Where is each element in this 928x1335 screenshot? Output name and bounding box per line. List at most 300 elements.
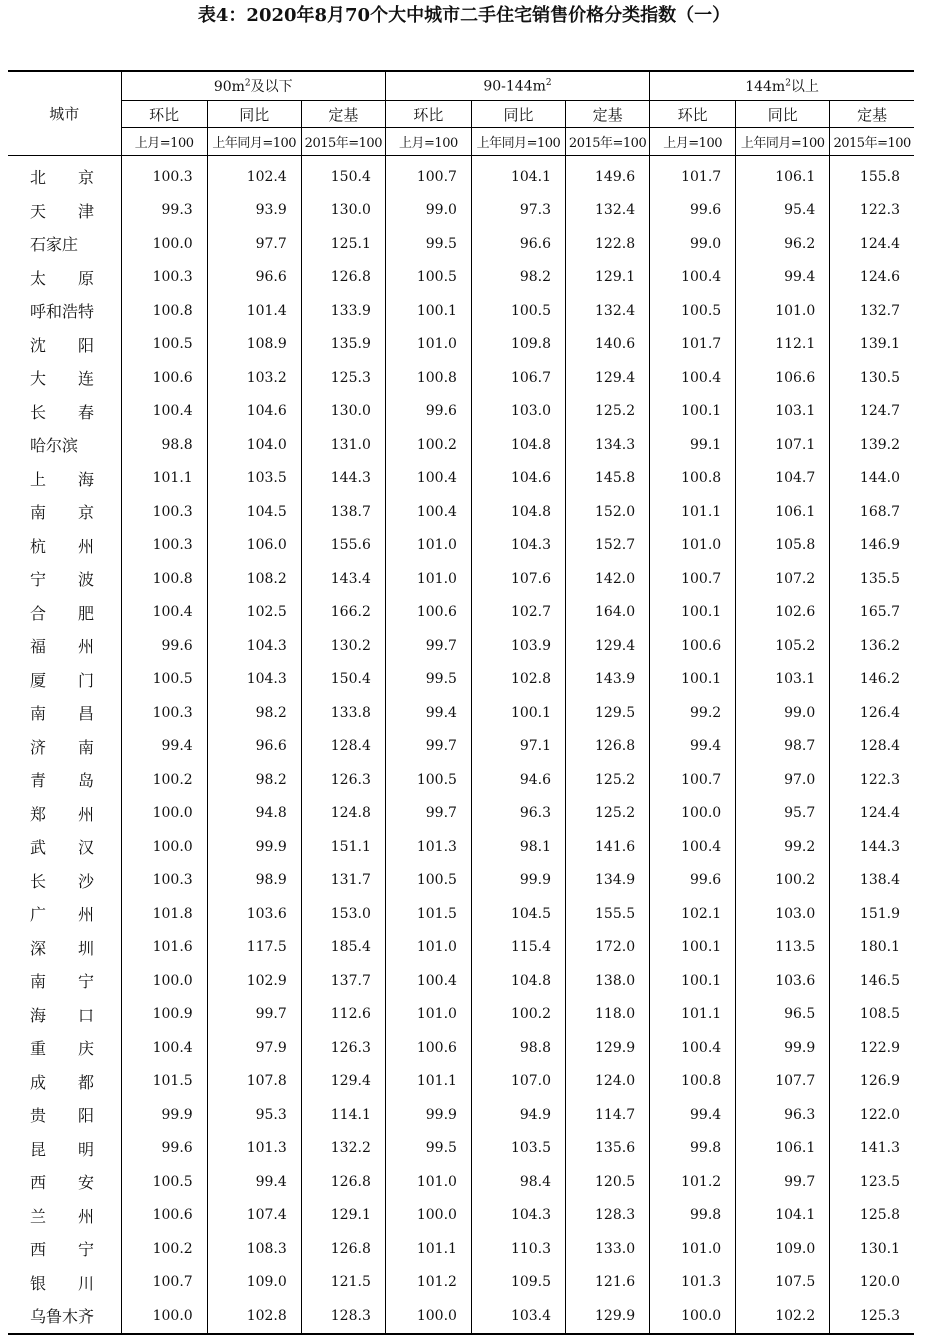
index-value: 100.4 [385,495,471,529]
index-value: 120.0 [830,1266,914,1300]
base-header-fixed-base: 2015年=100 [830,128,914,156]
metric-header-yoy: 同比 [736,101,830,128]
index-value: 101.7 [650,156,736,194]
index-value: 103.6 [736,964,830,998]
index-value: 101.5 [121,1065,207,1099]
index-value: 100.9 [121,998,207,1032]
index-value: 141.3 [830,1132,914,1166]
index-value: 100.5 [121,328,207,362]
index-value: 130.0 [301,395,385,429]
index-value: 101.5 [385,897,471,931]
index-value: 104.5 [471,897,565,931]
index-value: 98.2 [207,696,301,730]
metric-header-mom: 环比 [650,101,736,128]
city-name: 银 川 [30,1273,95,1293]
index-value: 102.6 [736,596,830,630]
index-value: 99.0 [650,227,736,261]
index-value: 100.7 [650,562,736,596]
table-row [8,1199,914,1233]
index-value: 99.9 [207,830,301,864]
city-name: 青 岛 [30,771,95,791]
metric-header-yoy: 同比 [471,101,565,128]
index-value: 101.2 [385,1266,471,1300]
index-value: 132.4 [566,194,650,228]
index-value: 102.5 [207,596,301,630]
index-value: 143.9 [566,663,650,697]
index-value: 164.0 [566,596,650,630]
table-row [8,462,914,496]
table-row [8,227,914,261]
table-row [8,663,914,697]
index-value: 100.8 [121,562,207,596]
index-value: 146.2 [830,663,914,697]
table-row [8,261,914,295]
index-value: 100.5 [385,261,471,295]
index-value: 109.0 [207,1266,301,1300]
index-value: 98.2 [207,763,301,797]
index-value: 108.5 [830,998,914,1032]
index-value: 94.9 [471,1098,565,1132]
index-value: 120.5 [566,1165,650,1199]
index-value: 149.6 [566,156,650,194]
index-value: 100.6 [650,629,736,663]
index-value: 108.3 [207,1232,301,1266]
index-value: 99.4 [650,730,736,764]
index-value: 101.0 [385,998,471,1032]
index-value: 100.5 [121,1165,207,1199]
index-value: 104.3 [207,663,301,697]
index-value: 98.8 [471,1031,565,1065]
index-value: 129.4 [566,629,650,663]
table-row [8,931,914,965]
index-value: 100.0 [385,1199,471,1233]
index-value: 107.4 [207,1199,301,1233]
city-name: 成 都 [30,1072,95,1092]
index-value: 99.1 [650,428,736,462]
index-value: 125.3 [830,1299,914,1334]
index-value: 100.4 [650,261,736,295]
index-value: 152.0 [566,495,650,529]
index-value: 100.3 [121,529,207,563]
index-value: 102.8 [471,663,565,697]
base-header-mom: 上月=100 [650,128,736,156]
index-value: 124.8 [301,797,385,831]
index-value: 117.5 [207,931,301,965]
table-row [8,730,914,764]
index-value: 95.7 [736,797,830,831]
index-value: 100.0 [121,830,207,864]
metric-header-fixed-base: 定基 [301,101,385,128]
index-value: 144.3 [830,830,914,864]
index-value: 126.8 [301,1165,385,1199]
index-value: 103.2 [207,361,301,395]
index-value: 107.6 [471,562,565,596]
index-value: 101.7 [650,328,736,362]
index-value: 125.8 [830,1199,914,1233]
index-value: 102.1 [650,897,736,931]
index-value: 185.4 [301,931,385,965]
index-value: 104.1 [736,1199,830,1233]
city-name: 兰 州 [30,1206,95,1226]
table-row [8,395,914,429]
index-value: 99.6 [650,864,736,898]
index-value: 100.5 [385,763,471,797]
index-value: 100.7 [650,763,736,797]
index-value: 100.1 [650,931,736,965]
index-value: 138.0 [566,964,650,998]
index-value: 101.0 [650,1232,736,1266]
index-value: 104.3 [207,629,301,663]
index-value: 100.4 [121,395,207,429]
index-value: 100.4 [121,596,207,630]
index-value: 165.7 [830,596,914,630]
index-value: 129.9 [566,1299,650,1334]
index-value: 151.9 [830,897,914,931]
city-name: 武 汉 [30,838,95,858]
index-value: 145.8 [566,462,650,496]
table-row [8,897,914,931]
index-value: 101.4 [207,294,301,328]
index-value: 101.2 [650,1165,736,1199]
index-value: 130.1 [830,1232,914,1266]
index-value: 126.8 [301,1232,385,1266]
index-value: 100.7 [121,1266,207,1300]
index-value: 99.4 [385,696,471,730]
index-value: 100.6 [385,596,471,630]
city-column-header: 城市 [8,71,121,156]
index-value: 104.8 [471,964,565,998]
index-value: 100.0 [121,227,207,261]
index-value: 98.1 [471,830,565,864]
base-header-fixed-base: 2015年=100 [566,128,650,156]
index-value: 101.0 [385,529,471,563]
index-value: 138.7 [301,495,385,529]
index-value: 95.4 [736,194,830,228]
table-row [8,428,914,462]
table-row [8,1266,914,1300]
index-value: 100.4 [650,1031,736,1065]
index-value: 98.9 [207,864,301,898]
table-row [8,964,914,998]
index-value: 133.9 [301,294,385,328]
index-value: 103.4 [471,1299,565,1334]
index-value: 100.1 [471,696,565,730]
index-value: 97.1 [471,730,565,764]
index-value: 105.2 [736,629,830,663]
base-header-mom: 上月=100 [385,128,471,156]
index-value: 104.6 [207,395,301,429]
index-value: 100.2 [121,763,207,797]
base-header-yoy: 上年同月=100 [207,128,301,156]
index-value: 100.3 [121,156,207,194]
index-value: 99.9 [736,1031,830,1065]
index-value: 97.0 [736,763,830,797]
index-value: 138.4 [830,864,914,898]
city-name: 南 昌 [30,704,95,724]
index-value: 133.0 [566,1232,650,1266]
base-header-yoy: 上年同月=100 [736,128,830,156]
index-value: 110.3 [471,1232,565,1266]
index-value: 101.0 [385,562,471,596]
city-name: 西 安 [30,1173,95,1193]
index-value: 108.9 [207,328,301,362]
city-name: 济 南 [30,737,95,757]
index-value: 94.8 [207,797,301,831]
index-value: 104.3 [471,529,565,563]
index-value: 180.1 [830,931,914,965]
table-row [8,328,914,362]
table-row [8,194,914,228]
index-value: 123.5 [830,1165,914,1199]
index-value: 101.1 [121,462,207,496]
index-value: 101.8 [121,897,207,931]
index-value: 100.4 [385,462,471,496]
city-name: 昆 明 [30,1139,95,1159]
index-value: 100.6 [121,1199,207,1233]
index-value: 106.0 [207,529,301,563]
index-value: 155.5 [566,897,650,931]
index-value: 109.0 [736,1232,830,1266]
index-value: 112.1 [736,328,830,362]
index-value: 108.2 [207,562,301,596]
city-name: 杭 州 [30,536,95,556]
index-value: 99.5 [385,1132,471,1166]
index-value: 100.4 [650,361,736,395]
index-value: 129.1 [301,1199,385,1233]
table-row [8,1299,914,1334]
city-name: 合 肥 [30,603,95,623]
index-value: 128.3 [566,1199,650,1233]
index-value: 102.8 [207,1299,301,1334]
index-value: 96.6 [471,227,565,261]
index-value: 153.0 [301,897,385,931]
index-value: 155.6 [301,529,385,563]
index-value: 107.8 [207,1065,301,1099]
index-value: 99.4 [736,261,830,295]
index-value: 131.7 [301,864,385,898]
index-value: 101.0 [385,328,471,362]
city-name: 贵 阳 [30,1106,95,1126]
index-value: 100.8 [121,294,207,328]
table-row [8,998,914,1032]
index-value: 99.7 [385,797,471,831]
index-value: 93.9 [207,194,301,228]
table-row [8,495,914,529]
index-value: 101.1 [650,495,736,529]
index-value: 114.7 [566,1098,650,1132]
index-value: 133.8 [301,696,385,730]
index-value: 122.0 [830,1098,914,1132]
index-value: 130.0 [301,194,385,228]
city-name: 深 圳 [30,938,95,958]
page-title: 表4：2020年8月70个大中城市二手住宅销售价格分类指数（一） [197,5,731,26]
index-value: 104.5 [207,495,301,529]
index-value: 126.3 [301,1031,385,1065]
index-value: 144.0 [830,462,914,496]
city-name: 重 庆 [30,1039,95,1059]
index-value: 100.8 [385,361,471,395]
index-value: 99.9 [385,1098,471,1132]
table-row [8,797,914,831]
index-value: 99.6 [650,194,736,228]
index-value: 99.7 [385,629,471,663]
index-value: 100.5 [385,864,471,898]
index-value: 96.2 [736,227,830,261]
index-value: 136.2 [830,629,914,663]
city-name: 广 州 [30,905,95,925]
index-value: 96.5 [736,998,830,1032]
city-name: 大 连 [30,369,95,389]
base-header-mom: 上月=100 [121,128,207,156]
index-value: 155.8 [830,156,914,194]
index-value: 100.6 [385,1031,471,1065]
index-value: 100.0 [121,797,207,831]
table-row [8,629,914,663]
index-value: 126.4 [830,696,914,730]
index-value: 100.7 [385,156,471,194]
index-value: 129.4 [301,1065,385,1099]
index-value: 124.4 [830,227,914,261]
index-value: 135.9 [301,328,385,362]
metric-header-yoy: 同比 [207,101,301,128]
index-value: 99.9 [471,864,565,898]
index-value: 99.6 [121,629,207,663]
city-name: 乌鲁木齐 [8,1299,121,1334]
index-value: 104.7 [736,462,830,496]
index-value: 104.8 [471,428,565,462]
index-value: 139.1 [830,328,914,362]
city-name: 福 州 [30,637,95,657]
index-value: 107.0 [471,1065,565,1099]
index-value: 100.3 [121,261,207,295]
index-value: 168.7 [830,495,914,529]
index-value: 104.6 [471,462,565,496]
metric-header-fixed-base: 定基 [566,101,650,128]
base-header-fixed-base: 2015年=100 [301,128,385,156]
index-value: 100.5 [471,294,565,328]
index-value: 107.2 [736,562,830,596]
index-value: 104.3 [471,1199,565,1233]
index-value: 100.8 [650,462,736,496]
index-value: 142.0 [566,562,650,596]
index-value: 100.1 [650,395,736,429]
index-value: 106.1 [736,495,830,529]
table-row [8,361,914,395]
index-value: 103.1 [736,395,830,429]
index-value: 99.5 [385,663,471,697]
index-value: 128.4 [301,730,385,764]
table-row [8,156,914,194]
metric-header-mom: 环比 [385,101,471,128]
city-name: 石家庄 [30,235,79,255]
index-value: 99.4 [121,730,207,764]
index-value: 99.2 [736,830,830,864]
index-value: 121.6 [566,1266,650,1300]
index-value: 128.3 [301,1299,385,1334]
index-value: 99.8 [650,1132,736,1166]
city-name: 长 春 [30,402,95,422]
index-value: 100.6 [121,361,207,395]
index-value: 103.1 [736,663,830,697]
index-value: 100.8 [650,1065,736,1099]
index-value: 121.5 [301,1266,385,1300]
table-row [8,1232,914,1266]
index-value: 96.6 [207,261,301,295]
index-value: 152.7 [566,529,650,563]
index-value: 130.2 [301,629,385,663]
index-value: 100.4 [121,1031,207,1065]
index-value: 134.3 [566,428,650,462]
index-value: 107.5 [736,1266,830,1300]
index-value: 100.1 [650,964,736,998]
table-row [8,562,914,596]
table-row [8,864,914,898]
index-value: 97.9 [207,1031,301,1065]
index-value: 107.7 [736,1065,830,1099]
city-name: 长 沙 [30,871,95,891]
index-value: 101.0 [385,1165,471,1199]
index-value: 100.2 [471,998,565,1032]
index-value: 101.0 [736,294,830,328]
index-value: 135.6 [566,1132,650,1166]
index-value: 96.3 [471,797,565,831]
index-value: 126.3 [301,763,385,797]
index-value: 104.0 [207,428,301,462]
index-value: 100.1 [385,294,471,328]
index-value: 129.9 [566,1031,650,1065]
index-value: 101.3 [207,1132,301,1166]
index-value: 124.4 [830,797,914,831]
index-value: 100.1 [650,596,736,630]
index-value: 115.4 [471,931,565,965]
index-value: 125.2 [566,395,650,429]
group-header-large: $144m^2$以上 [650,71,914,101]
city-name: 西 宁 [30,1240,95,1260]
city-name: 上 海 [30,469,95,489]
index-value: 99.8 [650,1199,736,1233]
city-name: 沈 阳 [30,335,95,355]
index-value: 100.0 [121,964,207,998]
metric-header-fixed-base: 定基 [830,101,914,128]
index-value: 122.9 [830,1031,914,1065]
index-value: 106.7 [471,361,565,395]
index-value: 101.0 [650,529,736,563]
index-value: 96.3 [736,1098,830,1132]
table-row [8,1098,914,1132]
table-row [8,696,914,730]
index-value: 99.0 [385,194,471,228]
index-value: 104.8 [471,495,565,529]
index-value: 99.4 [207,1165,301,1199]
index-value: 102.2 [736,1299,830,1334]
index-value: 106.6 [736,361,830,395]
table-row [8,1132,914,1166]
index-value: 132.4 [566,294,650,328]
index-value: 118.0 [566,998,650,1032]
index-value: 96.6 [207,730,301,764]
index-value: 107.1 [736,428,830,462]
table-row [8,596,914,630]
index-value: 104.1 [471,156,565,194]
city-name: 天 津 [30,201,95,221]
index-value: 102.9 [207,964,301,998]
index-value: 103.0 [471,395,565,429]
index-value: 100.3 [121,696,207,730]
table-row [8,830,914,864]
index-value: 112.6 [301,998,385,1032]
city-name: 宁 波 [30,570,95,590]
index-value: 130.5 [830,361,914,395]
